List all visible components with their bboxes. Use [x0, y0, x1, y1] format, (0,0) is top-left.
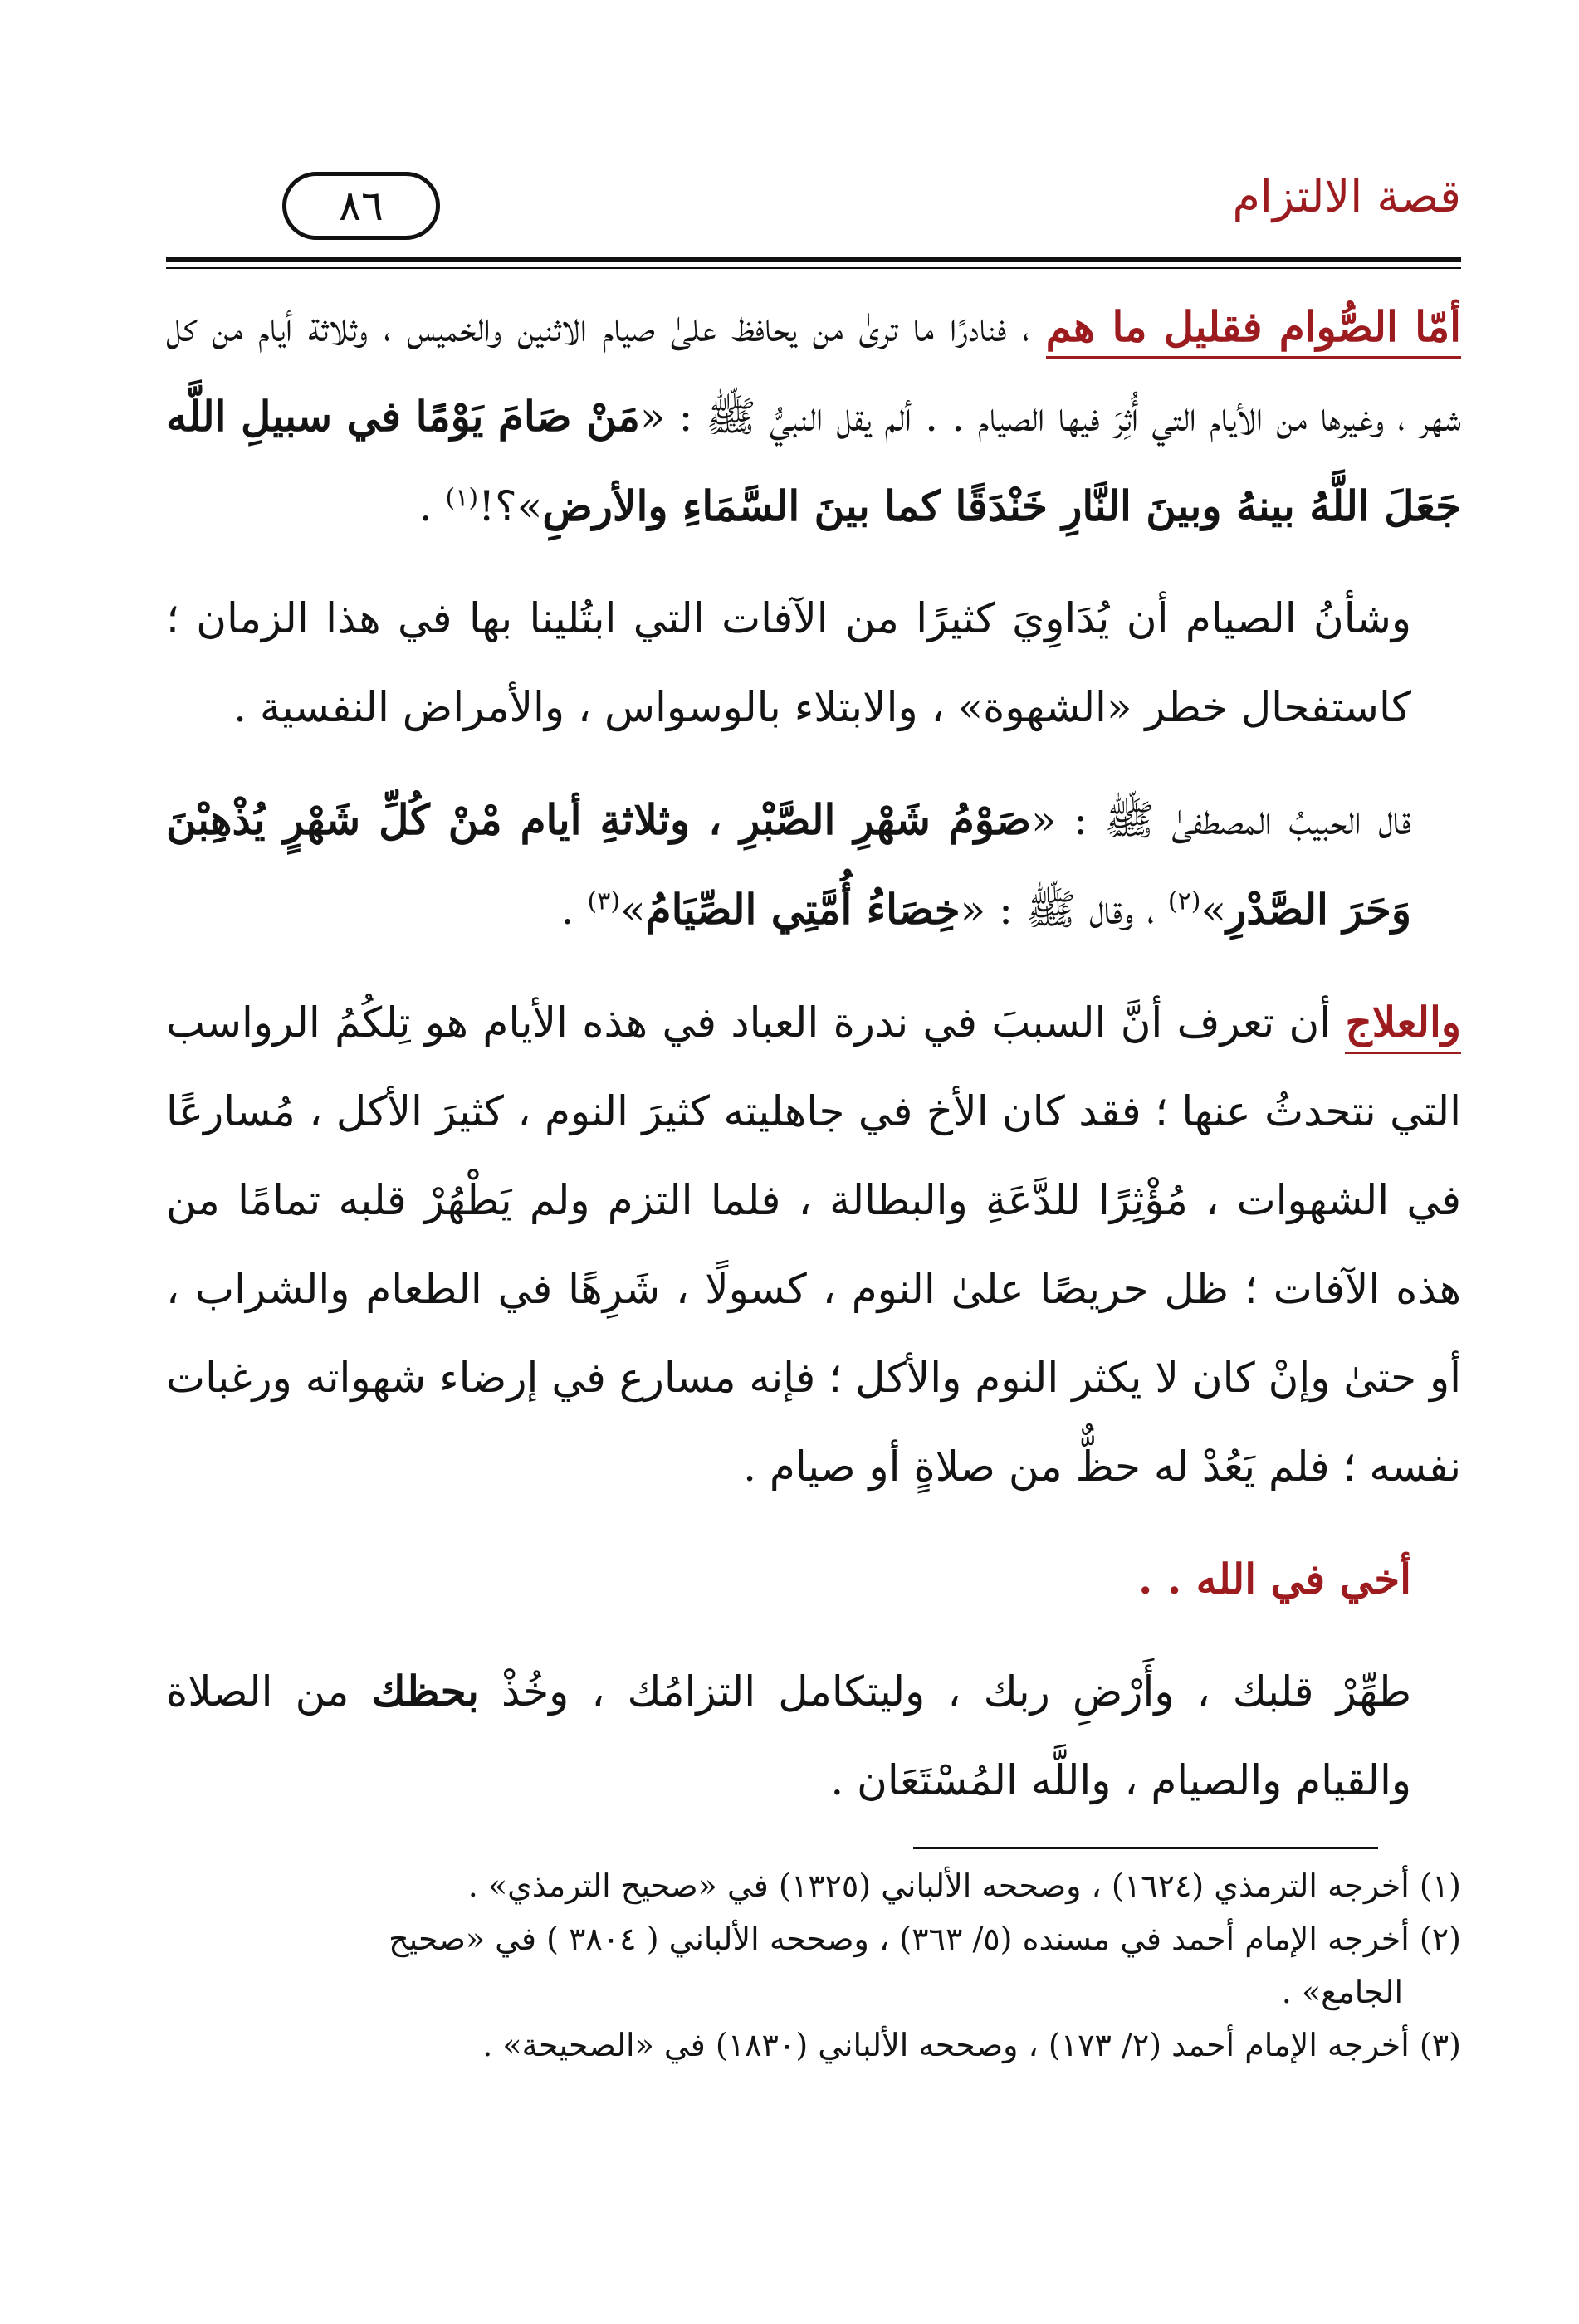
- paragraph-lead-fasting: أمّا الصُّوام فقليل ما هم: [1046, 302, 1461, 359]
- hadith-quote: صَوْمُ شَهْرِ الصَّبْرِ ، وثلاثةِ أيام مْنْ كُلِّ شَهْرٍ يُذْهِبْنَ وَحَرَ الصَّدْرِ: [166, 795, 1411, 934]
- paragraph-hadith: [166, 775, 1461, 954]
- hadith-quote: خِصَاءُ أُمَّتِي الصِّيَامُ: [645, 885, 961, 934]
- footnote-ref-2: (٢): [1167, 886, 1201, 916]
- header-rule-thin: [166, 267, 1461, 269]
- footnotes: [166, 1859, 1461, 2072]
- page-header: [166, 162, 1461, 253]
- paragraph-remedy: [166, 978, 1461, 1511]
- footnote-1: (١) أخرجه الترمذي (١٦٢٤) ، وصححه الألباني (١٣٢٥) في «صحيح الترمذي» .: [467, 1868, 1461, 1904]
- footnote-ref-3: (٣): [587, 886, 621, 916]
- footnote-3: (٣) أخرجه الإمام أحمد (٢/ ١٧٣) ، وصححه الألباني (١٨٣٠) في «الصحيحة» .: [482, 2027, 1461, 2063]
- footnote-separator: [913, 1847, 1378, 1849]
- paragraph-text: .: [560, 886, 588, 934]
- footnote-ref-1: (١): [445, 483, 479, 513]
- paragraph-closing: [166, 1647, 1461, 1825]
- paragraph-text: قال الحبيبُ المصطفىٰ ﷺ : «: [1031, 796, 1412, 844]
- paragraph-text: من الصلاة والقيام والصيام ، واللَّه المُسْتَعَان .: [166, 1667, 1411, 1804]
- paragraph-text: طهِّرْ قلبك ، وأَرْضِ ربك ، وليتكامل التزامُك ، وخُذْ: [478, 1667, 1411, 1716]
- paragraph-fasting-remedy: وشأنُ الصيام أن يُدَاوِيَ كثيرًا من الآفات التي ابتُلينا بها في هذا الزمان ؛ كاستفحال خطر «الشهوة» ، والابتلاء بالوسواس ، والأمراض النفسية .: [166, 594, 1411, 731]
- paragraph-text: »: [620, 886, 646, 934]
- footnote-2: (٢) أخرجه الإمام أحمد في مسنده (٥/ ٣٦٣) ، وصححه الألباني ( ٣٨٠٤ ) في «صحيح: [389, 1921, 1461, 1957]
- header-rule-thick: [166, 257, 1461, 262]
- main-text: [166, 282, 1461, 1848]
- footnote-2-continued: الجامع» .: [1281, 1974, 1403, 2010]
- running-title: قصة الالتزام: [1232, 170, 1461, 222]
- paragraph-text: ، وقال ﷺ : «: [960, 886, 1168, 934]
- page-number-badge: ٨٦: [282, 172, 440, 240]
- section-heading: أخي في الله . .: [1138, 1555, 1411, 1604]
- paragraph-text: »: [1200, 886, 1227, 934]
- hadith-quote: مَنْ صَامَ يَوْمًا في سبيلِ اللَّه جَعَلَ اللَّهُ بينهُ وبينَ النَّارِ خَنْدَقًا كما بينَ السَّمَاءِ والأرضِ: [166, 392, 1461, 530]
- paragraph-lead-remedy: والعلاج: [1345, 998, 1461, 1054]
- paragraph-text: »؟!: [478, 482, 543, 530]
- paragraph-text: .: [418, 482, 446, 530]
- paragraph-text: ، فنادرًا ما ترىٰ من يحافظ علىٰ صيام الاثنين والخميس ، وثلاثة أيام من كل شهر ، وغيرها من الأيام التي أُثِرَ فيها الصيام . . ألم يقل النبيُّ ﷺ : «: [166, 303, 1461, 441]
- paragraph-fasting-few: [166, 282, 1461, 551]
- paragraph-text: أن تعرف أنَّ السببَ في ندرة العباد في هذه الأيام هو تِلكُمُ الرواسب التي نتحدثُ عنها ؛ فقد كان الأخ في جاهليته كثيرَ النوم ، كثيرَ الأكل ، مُسارعًا في الشهوات ، مُؤْثِرًا للدَّعَةِ والبطالة ، فلما التزم ولم يَطْهُرْ قلبه تمامًا من هذه الآفات ؛ ظل حريصًا علىٰ النوم ، كسولًا ، شَرِهًا في الطعام والشراب ، أو حتىٰ وإنْ كان لا يكثر النوم والأكل ؛ فإنه مسارع في إرضاء شهواته ورغبات نفسه ؛ فلم يَعُدْ له حظٌّ من صلاةٍ أو صيام .: [166, 998, 1461, 1491]
- emphasis-word: بحظك: [371, 1667, 479, 1716]
